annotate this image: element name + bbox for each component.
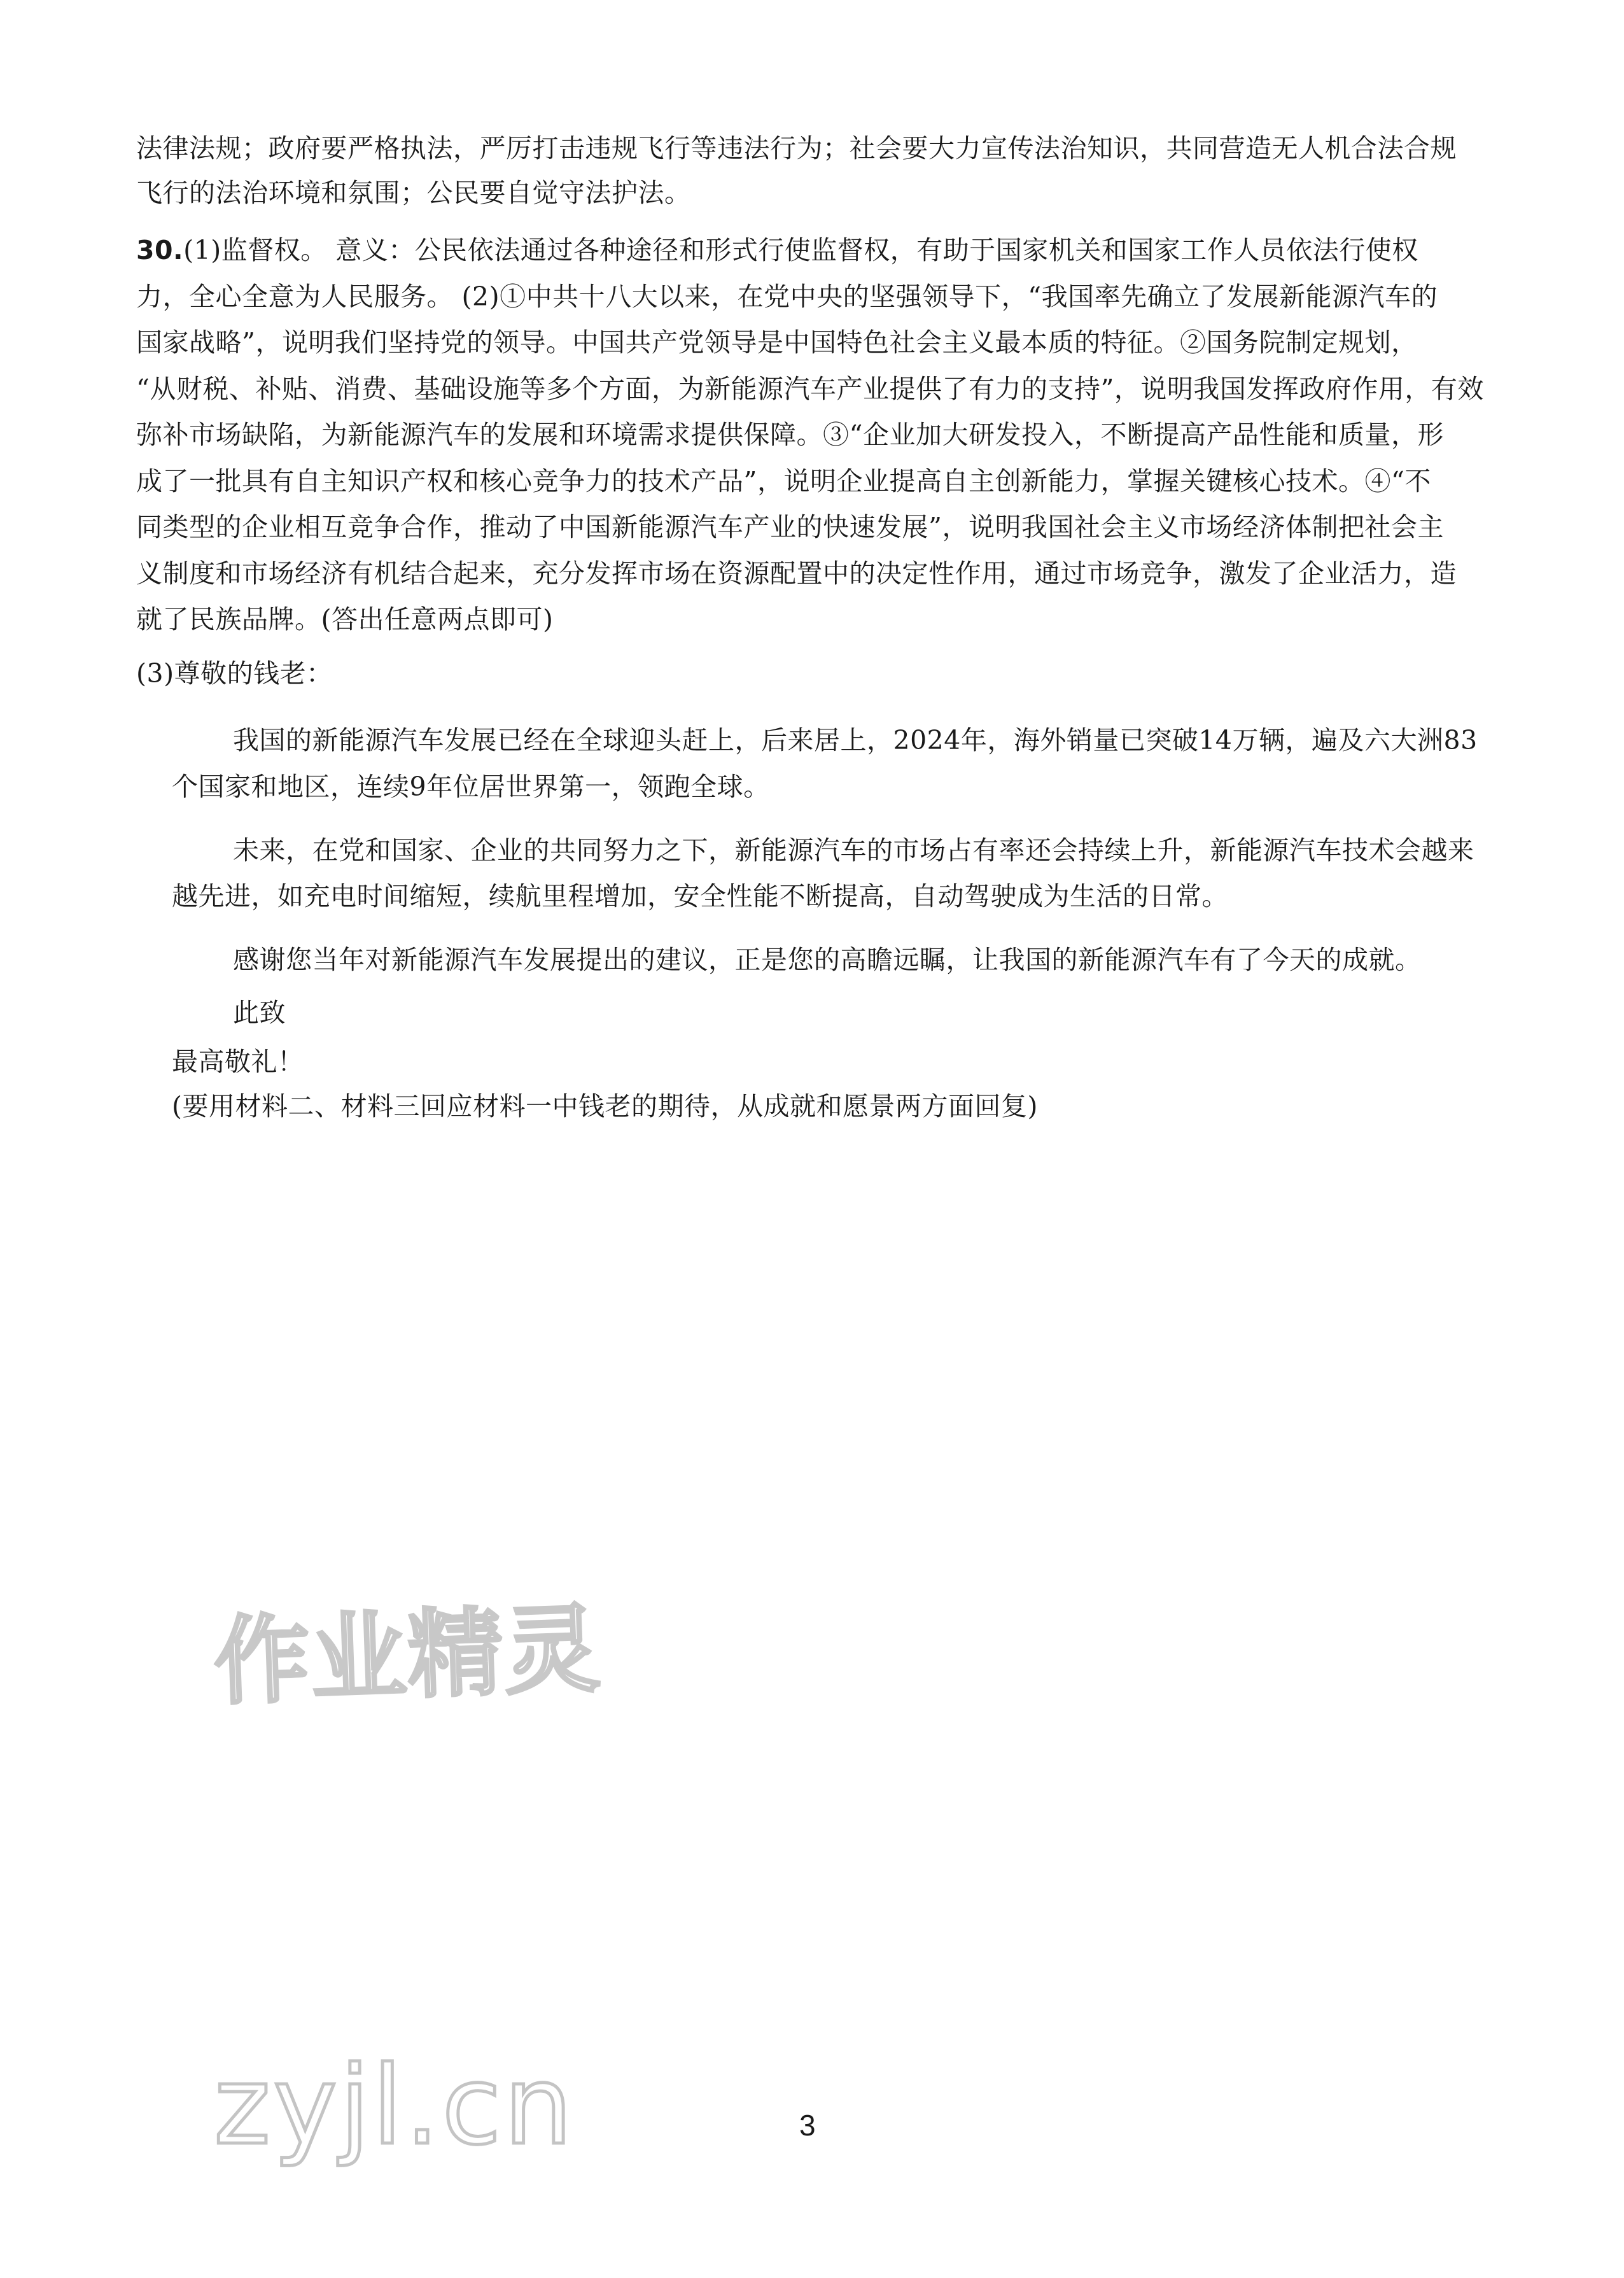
text-line-1: 法律法规；政府要严格执法，严厉打击违规飞行等违法行为；社会要大力宣传法治知识，共同营造无人机合法合规 (136, 133, 1457, 164)
text-line-6: “从财税、补贴、消费、基础设施等多个方面，为新能源汽车产业提供了有力的支持”，说明我国发挥政府作用，有效 (136, 374, 1484, 404)
text-line-8: 成了一批具有自主知识产权和核心竞争力的技术产品”，说明企业提高自主创新能力，掌握关键核心技术。④“不 (136, 466, 1431, 496)
text-line-10: 义制度和市场经济有机结合起来，充分发挥市场在资源配置中的决定性作用，通过市场竞争，激发了企业活力，造 (136, 558, 1457, 589)
letter-closing: 此致 (233, 997, 286, 1028)
text-line-7: 弥补市场缺陷，为新能源汽车的发展和环境需求提供保障。③“企业加大研发投入，不断提高产品性能和质量，形 (136, 419, 1444, 450)
letter-paragraph-1-line-2: 个国家和地区，连续9年位居世界第一，领跑全球。 (172, 771, 770, 802)
page-number: 3 (799, 2109, 816, 2142)
text-line-9: 同类型的企业相互竞争合作，推动了中国新能源汽车产业的快速发展”，说明我国社会主义市场经济体制把社会主 (136, 512, 1444, 542)
text-line-2: 飞行的法治环境和氛围；公民要自觉守法护法。 (136, 178, 691, 208)
question-number: 30. (136, 235, 184, 265)
letter-regards: 最高敬礼！ (172, 1046, 304, 1077)
answer-note: (要用材料二、材料三回应材料一中钱老的期待，从成就和愿景两方面回复) (172, 1091, 1038, 1121)
letter-paragraph-1-line-1: 我国的新能源汽车发展已经在全球迎头赶上，后来居上，2024年，海外销量已突破14万辆，遍及六大洲83 (233, 725, 1478, 756)
watermark-logo: 作业精灵 (212, 1594, 603, 1719)
letter-salutation: (3)尊敬的钱老： (136, 658, 333, 689)
text-line-3: (1)监督权。 意义：公民依法通过各种途径和形式行使监督权，有助于国家机关和国家工作人员依法行使权 (183, 235, 1418, 265)
letter-paragraph-3: 感谢您当年对新能源汽车发展提出的建议，正是您的高瞻远瞩，让我国的新能源汽车有了今天的成就。 (233, 945, 1422, 975)
watermark-url: zyjl.cn (214, 2043, 575, 2169)
question-30-line-1 (136, 232, 1498, 268)
letter-paragraph-2-line-1: 未来，在党和国家、企业的共同努力之下，新能源汽车的市场占有率还会持续上升，新能源汽车技术会越来 (233, 835, 1474, 866)
text-line-11: 就了民族品牌。(答出任意两点即可) (136, 604, 554, 635)
letter-paragraph-2-line-2: 越先进，如充电时间缩短，续航里程增加，安全性能不断提高，自动驾驶成为生活的日常。 (172, 881, 1228, 911)
text-line-4: 力，全心全意为人民服务。 (2)①中共十八大以来，在党中央的坚强领导下，“我国率先确立了发展新能源汽车的 (136, 281, 1438, 312)
text-line-5: 国家战略”，说明我们坚持党的领导。中国共产党领导是中国特色社会主义最本质的特征。②国务院制定规划， (136, 327, 1418, 358)
